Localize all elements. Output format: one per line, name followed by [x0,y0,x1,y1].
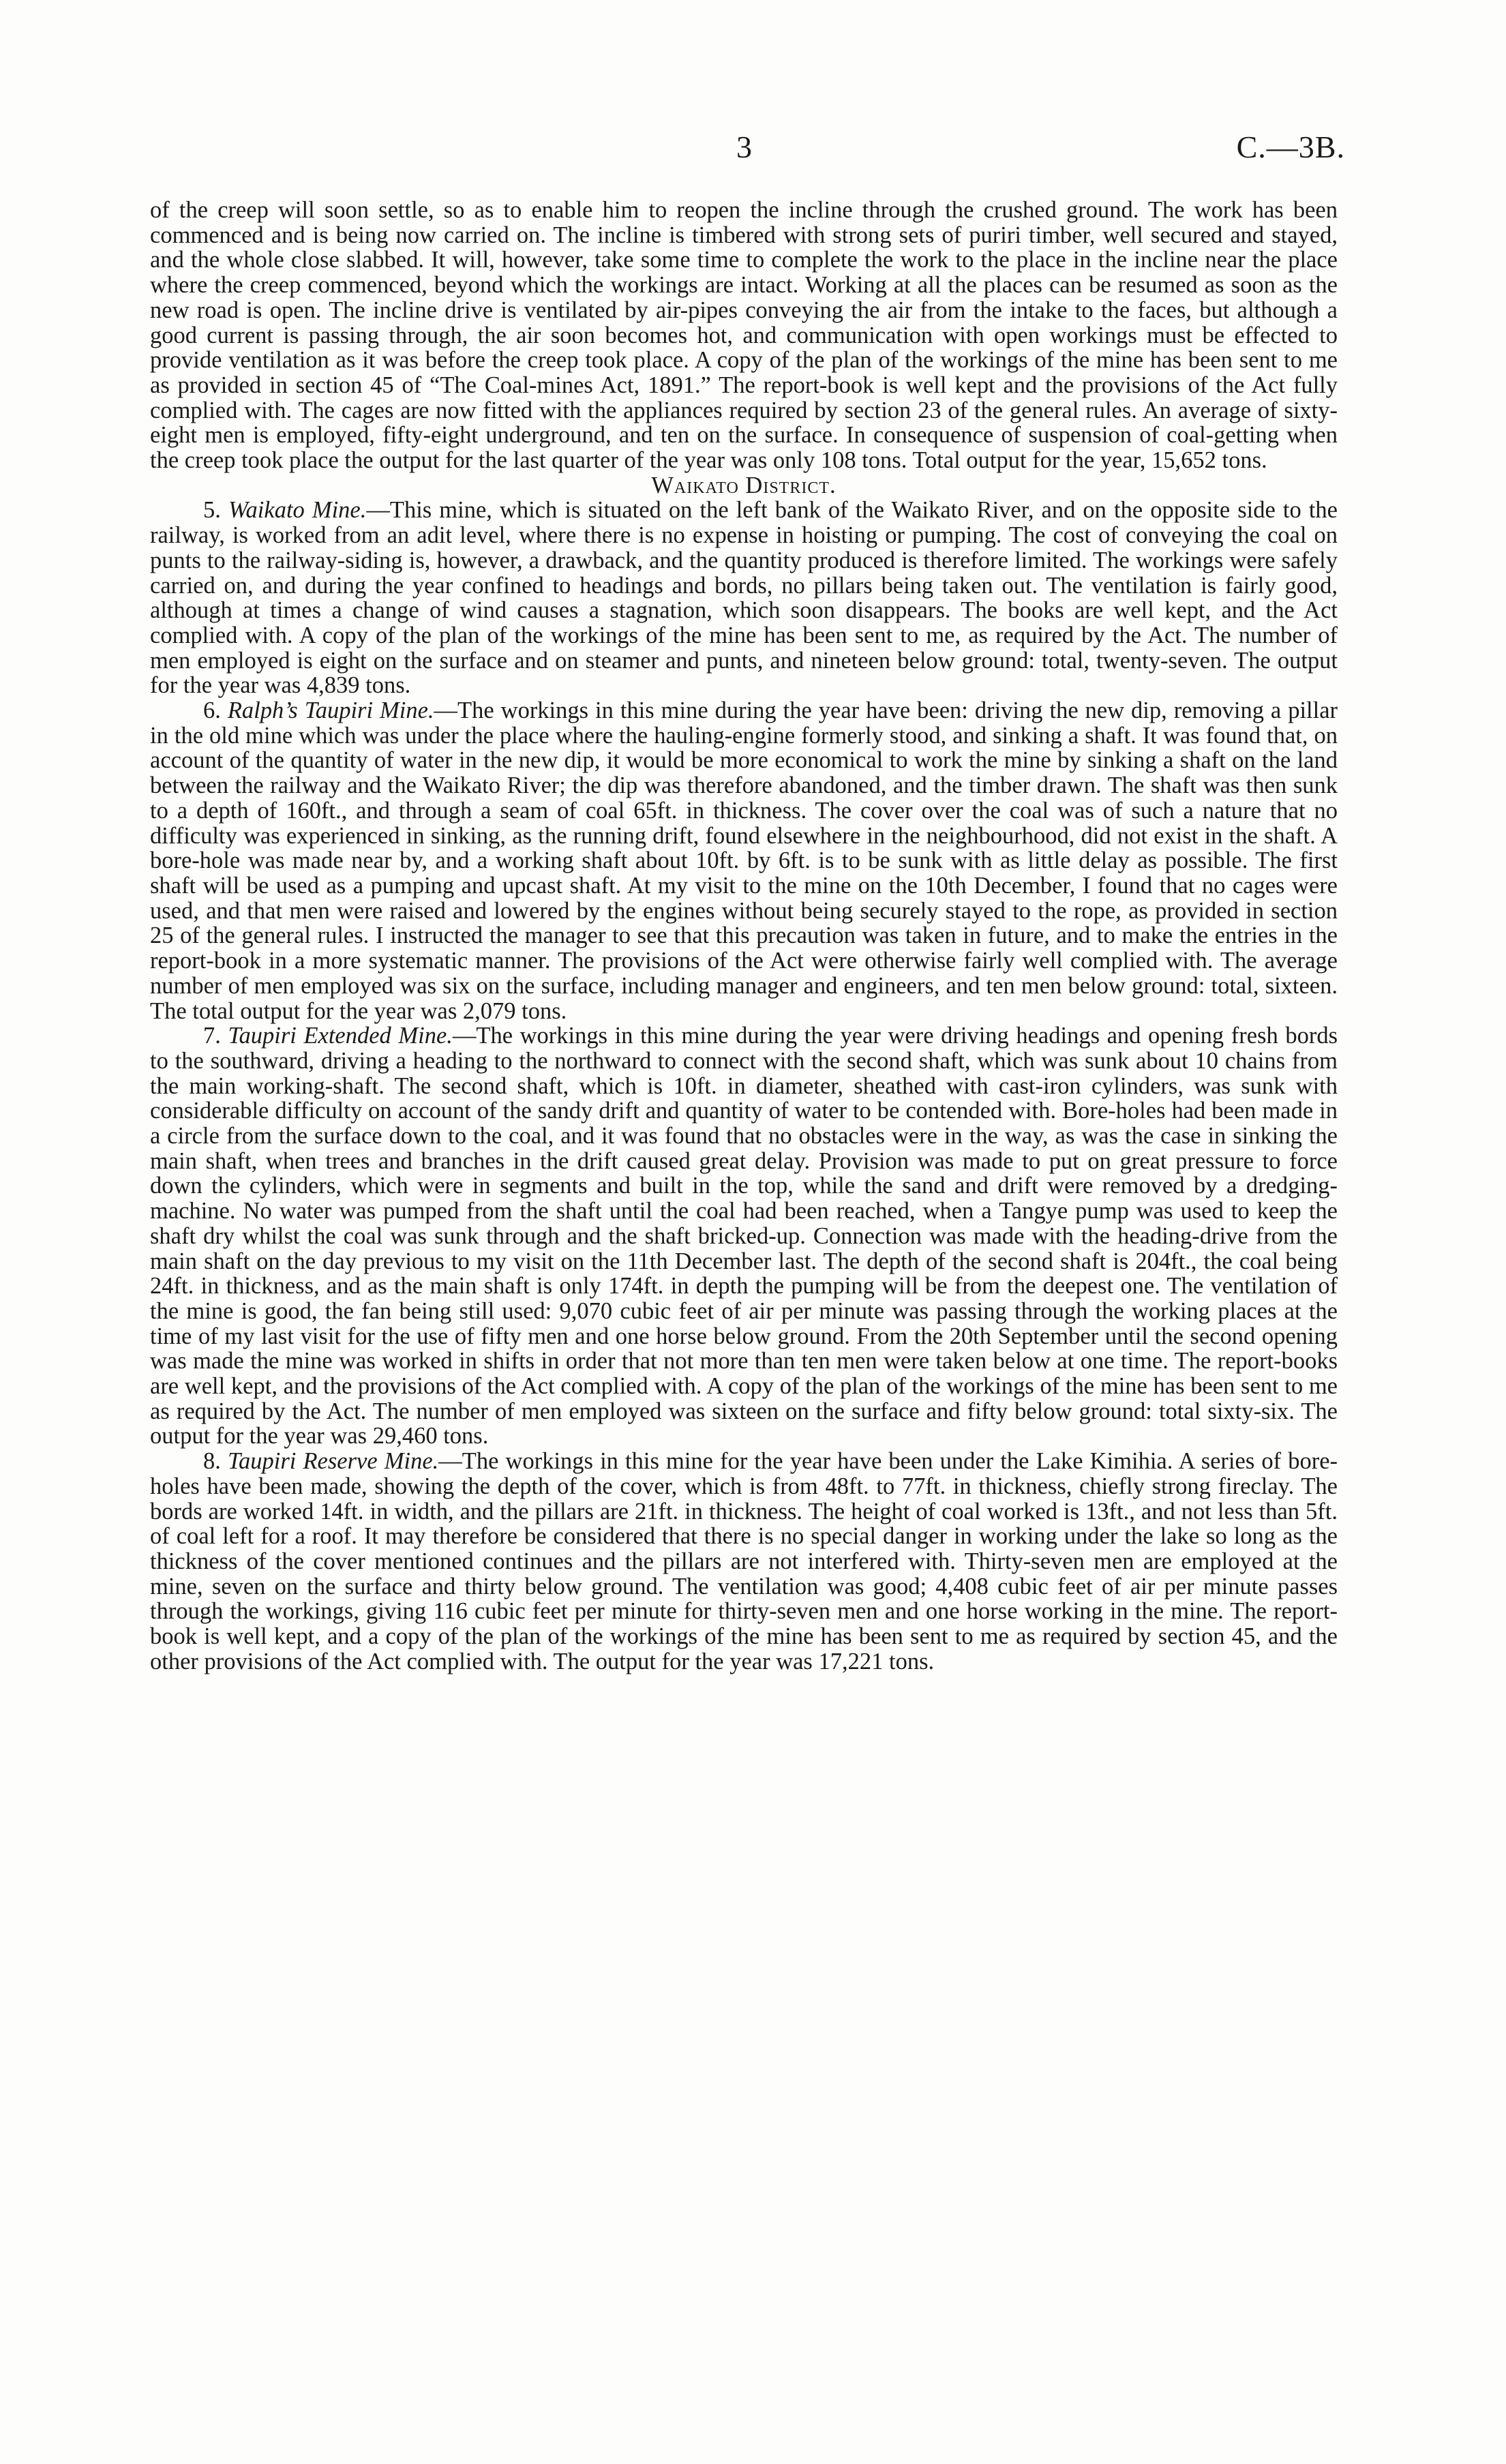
paragraph-text: —This mine, which is situated on the left bank of the Waikato River, and on the opposite side to the railway, is worked from an adit level, where there is no expense in hoisting or pumping. The cost of conveying the coal on punts to the railway-siding is, however, a drawback, and the quantity produced is therefore limited. The workings were safely carried on, and during the year confined to headings and bords, no pillars being taken out. The ventilation is fairly good, although at times a change of wind causes a stagnation, which soon disappears. The books are well kept, and the Act complied with. A copy of the plan of the workings of the mine has been sent to me, as required by the Act. The number of men employed is eight on the surface and on steamer and punts, and nineteen below ground: total, twenty-seven. The output for the year was 4,839 tons. [150,497,1338,699]
mine-name: Taupiri Extended Mine. [228,1023,453,1049]
paragraph-number: 8. [203,1448,221,1475]
mine-name: Ralph’s Taupiri Mine. [227,697,434,724]
page-number: 3 [736,130,752,164]
paragraph-text: —The workings in this mine during the year have been: driving the new dip, removing a pillar in the old mine which was under the place where the hauling-engine formerly stood, and sinking a shaft. It was found that, on account of the quantity of water in the new dip, it would be more economical to work the mine by sinking a shaft on the land between the railway and the Waikato River; the dip was therefore abandoned, and the timber drawn. The shaft was then sunk to a depth of 160ft., and through a seam of coal 65ft. in thickness. The cover over the coal was of such a nature that no difficulty was experienced in sinking, as the running drift, found elsewhere in the neighbourhood, did not exist in the shaft. A bore-hole was made near by, and a working shaft about 10ft. by 6ft. is to be sunk with as little delay as possible. The first shaft will be used as a pumping and upcast shaft. At my visit to the mine on the 10th December, I found that no cages were used, and that men were raised and lowered by the engines without being securely stayed to the rope, as provided in section 25 of the general rules. I instructed the manager to see that this precaution was taken in future, and to make the entries in the report-book in a more systematic manner. The provisions of the Act were otherwise fairly well complied with. The average number of men employed was six on the surface, including manager and engineers, and ten men below ground: total, sixteen. The total output for the year was 2,079 tons. [150,697,1338,1024]
paragraph-waikato-mine [150,498,1338,698]
district-heading: Waikato District. [651,472,837,498]
page-header [0,127,1506,168]
paragraph-number: 7. [203,1023,221,1049]
paragraph-number: 5. [203,497,221,524]
paragraph-number: 6. [203,697,221,724]
body-text [150,198,1338,1674]
paragraph-taupiri-extended-mine [150,1023,1338,1449]
document-reference: C.—3B. [1236,130,1345,164]
paragraph-ralphs-taupiri-mine [150,698,1338,1023]
paragraph-taupiri-reserve-mine [150,1449,1338,1674]
mine-name: Waikato Mine. [228,497,367,524]
paragraph-text: —The workings in this mine for the year have been under the Lake Kimihia. A series of bore-holes have been made, showing the depth of the cover, which is from 48ft. to 77ft. in thickness, chiefly strong fireclay. The bords are worked 14ft. in width, and the pillars are 21ft. in thickness. The height of coal worked is 13ft., and not less than 5ft. of coal left for a roof. It may therefore be considered that there is no special danger in working under the lake so long as the thickness of the cover mentioned continues and the pillars are not interfered with. Thirty-seven men are employed at the mine, seven on the surface and thirty below ground. The ventilation was good; 4,408 cubic feet of air per minute passes through the workings, giving 116 cubic feet per minute for thirty-seven men and one horse working in the mine. The report-book is well kept, and a copy of the plan of the workings of the mine has been sent to me as required by section 45, and the other provisions of the Act complied with. The output for the year was 17,221 tons. [150,1448,1338,1674]
mine-name: Taupiri Reserve Mine. [228,1448,439,1475]
paragraph-text: —The workings in this mine during the year were driving headings and opening fresh bords to the southward, driving a heading to the northward to connect with the second shaft, which was sunk about 10 chains from the main working-shaft. The second shaft, which is 10ft. in diameter, sheathed with cast-iron cylinders, was sunk with considerable difficulty on account of the sandy drift and quantity of water to be contended with. Bore-holes had been made in a circle from the surface down to the coal, and it was found that no obstacles were in the way, as was the case in sinking the main shaft, when trees and branches in the drift caused great delay. Provision was made to put on great pressure to force down the cylinders, which were in segments and built in the top, while the sand and drift were removed by a dredging-machine. No water was pumped from the shaft until the coal had been reached, when a Tangye pump was used to keep the shaft dry whilst the coal was sunk through and the shaft bricked-up. Connection was made with the heading-drive from the main shaft on the day previous to my visit on the 11th December last. The depth of the second shaft is 204ft., the coal being 24ft. in thickness, and as the main shaft is only 174ft. in depth the pumping will be from the deepest one. The ventilation of the mine is good, the fan being still used: 9,070 cubic feet of air per minute was passing through the working places at the time of my last visit for the use of fifty men and one horse below ground. From the 20th September until the second opening was made the mine was worked in shifts in order that not more than ten men were taken below at one time. The report-books are well kept, and the provisions of the Act complied with. A copy of the plan of the workings of the mine has been sent to me as required by the Act. The number of men employed was sixteen on the surface and fifty below ground: total sixty-six. The output for the year was 29,460 tons. [150,1023,1338,1449]
paragraph-continued: of the creep will soon settle, so as to enable him to reopen the incline through the crushed ground. The work has been commenced and is being now carried on. The incline is timbered with strong sets of puriri timber, well secured and stayed, and the whole close slabbed. It will, however, take some time to complete the work to the place in the incline near the place where the creep commenced, beyond which the workings are intact. Working at all the places can be resumed as soon as the new road is open. The incline drive is ventilated by air-pipes conveying the air from the intake to the faces, but although a good current is passing through, the air soon becomes hot, and communication with open workings must be effected to provide ventilation as it was before the creep took place. A copy of the plan of the workings of the mine has been sent to me as provided in section 45 of “The Coal-mines Act, 1891.” The report-book is well kept and the provisions of the Act fully complied with. The cages are now fitted with the appliances required by section 23 of the general rules. An average of sixty-eight men is employed, fifty-eight underground, and ten on the surface. In consequence of suspension of coal-getting when the creep took place the output for the last quarter of the year was only 108 tons. Total output for the year, 15,652 tons. [150,197,1338,474]
